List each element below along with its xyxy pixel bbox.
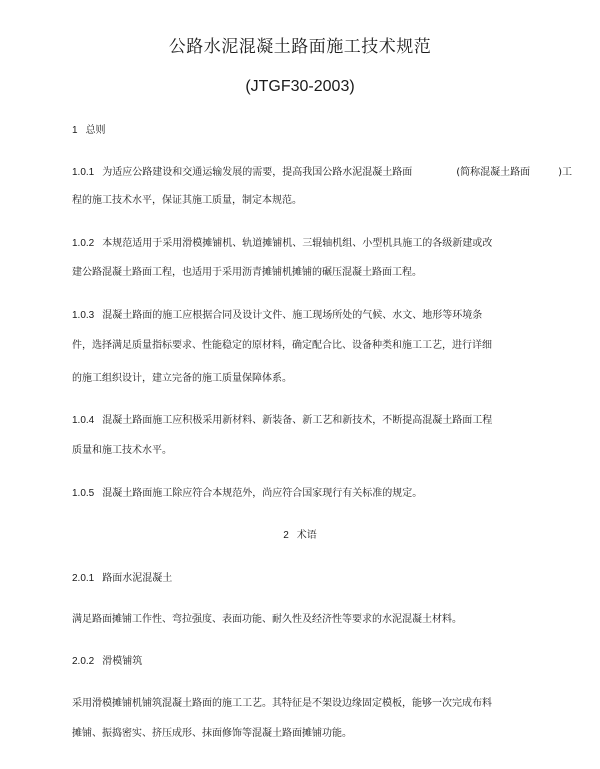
clause-1-0-2-line-1	[72, 237, 492, 251]
clause-1-0-3-line-3: 的施工组织设计，建立完备的施工质量保障体系。	[72, 373, 292, 384]
chapter-number: 1	[72, 125, 78, 136]
term-2-0-1-heading	[72, 572, 172, 586]
clause-1-0-3-line-2: 件，选择满足质量指标要求、性能稳定的原材料，确定配合比、设备种类和施工工艺，进行详细	[72, 340, 492, 351]
clause-text: 本规范适用于采用滑模摊铺机、轨道摊铺机、三辊轴机组、小型机具施工的各级新建或改	[102, 238, 493, 249]
clause-number: 1.0.2	[72, 238, 95, 249]
clause-1-0-1-line-2: 程的施工技术水平，保证其施工质量，制定本规范。	[72, 195, 302, 206]
clause-text: 为适应公路建设和交通运输发展的需要，提高我国公路水泥混凝土路面	[102, 167, 413, 178]
chapter-2-heading	[0, 529, 600, 543]
clause-number: 1.0.4	[72, 415, 95, 426]
document-title: 公路水泥混凝土路面施工技术规范	[168, 37, 432, 57]
term-2-0-2-definition-line-2: 摊铺、振捣密实、挤压成形、抹面修饰等混凝土路面摊铺功能。	[72, 728, 352, 739]
term-2-0-2-heading	[72, 655, 142, 669]
clause-text: (简称混凝土路面	[456, 167, 531, 178]
clause-1-0-5-line-1	[72, 487, 422, 501]
chapter-title: 总则	[85, 125, 106, 136]
clause-number: 1.0.1	[72, 167, 95, 178]
clause-1-0-1-line-1	[72, 166, 572, 180]
chapter-title: 术语	[296, 530, 317, 541]
clause-text: 混凝土路面施工除应符合本规范外，尚应符合国家现行有关标准的规定。	[102, 488, 423, 499]
clause-1-0-4-line-1	[72, 414, 492, 428]
clause-1-0-2-line-2: 建公路混凝土路面工程，也适用于采用沥青摊铺机摊铺的碾压混凝土路面工程。	[72, 267, 422, 278]
term-name: 滑模铺筑	[102, 656, 143, 667]
chapter-number: 2	[283, 530, 289, 541]
clause-number: 1.0.5	[72, 488, 95, 499]
clause-text: 混凝土路面施工应积极采用新材料、新装备、新工艺和新技术，不断提高混凝土路面工程	[102, 415, 493, 426]
term-2-0-2-definition-line-1: 采用滑模摊铺机铺筑混凝土路面的施工工艺。其特征是不架设边缘固定模板，能够一次完成布料	[72, 698, 492, 709]
document-code: (JTGF30-2003)	[245, 78, 355, 95]
clause-number: 2.0.2	[72, 656, 95, 667]
clause-1-0-4-line-2: 质量和施工技术水平。	[72, 445, 172, 456]
clause-text: )工	[558, 167, 573, 178]
clause-1-0-3-line-1	[72, 309, 482, 323]
clause-text: 混凝土路面的施工应根据合同及设计文件、施工现场所处的气候、水文、地形等环境条	[102, 310, 483, 321]
clause-number: 2.0.1	[72, 573, 95, 584]
term-name: 路面水泥混凝土	[102, 573, 173, 584]
term-2-0-1-definition: 满足路面摊铺工作性、弯拉强度、表面功能、耐久性及经济性等要求的水泥混凝土材料。	[72, 614, 462, 625]
clause-number: 1.0.3	[72, 310, 95, 321]
chapter-1-heading	[72, 124, 106, 138]
